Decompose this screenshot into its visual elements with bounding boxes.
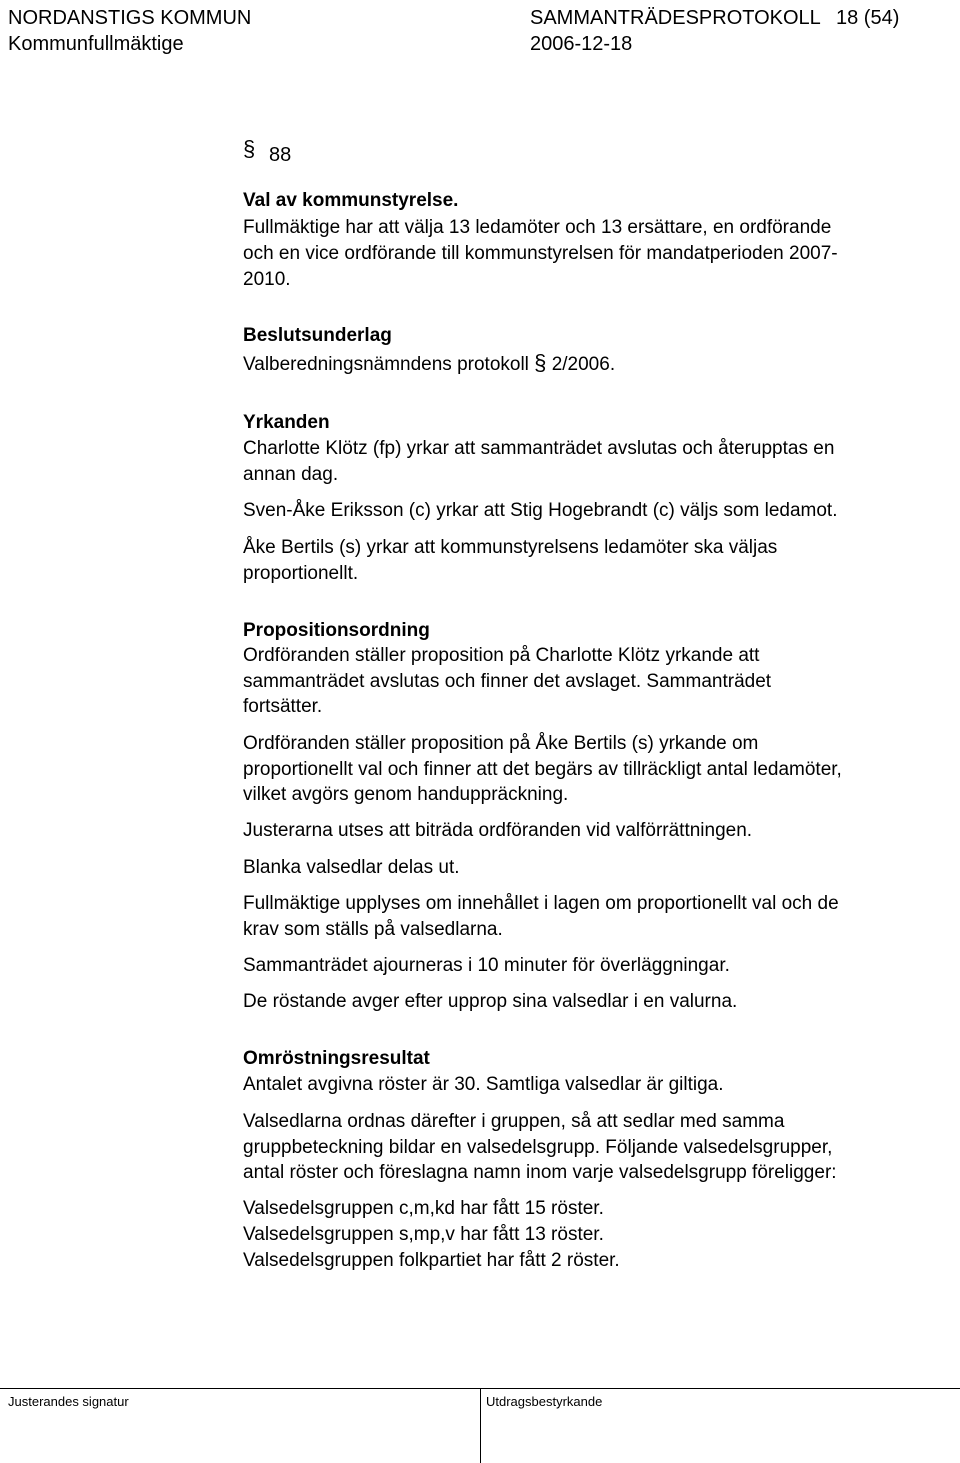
heading-omrostningsresultat: Omröstningsresultat	[243, 1048, 430, 1069]
intro-line: 2010.	[243, 269, 291, 290]
heading-beslutsunderlag: Beslutsunderlag	[243, 325, 392, 346]
header-body: Kommunfullmäktige	[8, 33, 184, 55]
header-page: 18 (54)	[836, 7, 900, 29]
proposition-line: Sammanträdet ajourneras i 10 minuter för överläggningar.	[243, 955, 730, 976]
heading-propositionsordning: Propositionsordning	[243, 620, 430, 641]
footer-signature-label: Justerandes signatur	[8, 1394, 129, 1409]
footer-column-divider	[480, 1388, 481, 1463]
header-doc-type: SAMMANTRÄDESPROTOKOLL	[530, 7, 821, 29]
proposition-line: Ordföranden ställer proposition på Åke Bertils (s) yrkande om	[243, 733, 759, 754]
result-line: Valsedelsgruppen s,mp,v har fått 13 röster.	[243, 1224, 604, 1245]
heading-yrkanden: Yrkanden	[243, 412, 330, 433]
yrkanden-line: Åke Bertils (s) yrkar att kommunstyrelsens ledamöter ska väljas	[243, 537, 778, 558]
yrkanden-line: Charlotte Klötz (fp) yrkar att sammanträdet avslutas och återupptas en	[243, 438, 835, 459]
section-title: Val av kommunstyrelse.	[243, 190, 459, 211]
header-org: NORDANSTIGS KOMMUN	[8, 7, 252, 29]
section-sign-inline: §	[534, 350, 547, 375]
proposition-line: krav som ställs på valsedlarna.	[243, 919, 503, 940]
proposition-line: Blanka valsedlar delas ut.	[243, 857, 460, 878]
proposition-line: proportionellt val och finner att det begärs av tillräckligt antal ledamöter,	[243, 759, 842, 780]
result-line: antal röster och föreslagna namn inom varje valsedelsgrupp föreligger:	[243, 1162, 837, 1183]
yrkanden-line: proportionellt.	[243, 563, 359, 584]
result-line: Antalet avgivna röster är 30. Samtliga valsedlar är giltiga.	[243, 1074, 724, 1095]
footer-certification-label: Utdragsbestyrkande	[486, 1394, 603, 1409]
proposition-line: De röstande avger efter upprop sina valsedlar i en valurna.	[243, 991, 738, 1012]
result-line: Valsedlarna ordnas därefter i gruppen, så att sedlar med samma	[243, 1111, 785, 1132]
intro-line: och en vice ordförande till kommunstyrelsen för mandatperioden 2007-	[243, 243, 838, 264]
section-number: 88	[269, 144, 292, 166]
proposition-line: vilket avgörs genom handuppräckning.	[243, 784, 569, 805]
beslutsunderlag-text-before: Valberedningsnämndens protokoll	[243, 354, 535, 375]
beslutsunderlag-text	[243, 350, 615, 377]
result-line: Valsedelsgruppen folkpartiet har fått 2 röster.	[243, 1250, 620, 1271]
beslutsunderlag-text-after: 2/2006.	[546, 354, 616, 375]
intro-line: Fullmäktige har att välja 13 ledamöter och 13 ersättare, en ordförande	[243, 217, 832, 238]
yrkanden-line: Sven-Åke Eriksson (c) yrkar att Stig Hogebrandt (c) väljs som ledamot.	[243, 500, 838, 521]
result-line: gruppbeteckning bildar en valsedelsgrupp. Följande valsedelsgrupper,	[243, 1137, 833, 1158]
yrkanden-line: annan dag.	[243, 464, 339, 485]
proposition-line: Fullmäktige upplyses om innehållet i lagen om proportionellt val och de	[243, 893, 839, 914]
proposition-line: Ordföranden ställer proposition på Charlotte Klötz yrkande att	[243, 645, 760, 666]
proposition-line: Justerarna utses att biträda ordföranden vid valförrättningen.	[243, 820, 753, 841]
proposition-line: fortsätter.	[243, 696, 323, 717]
result-line: Valsedelsgruppen c,m,kd har fått 15 röster.	[243, 1198, 604, 1219]
proposition-line: sammanträdet avslutas och finner det avslaget. Sammanträdet	[243, 671, 772, 692]
header-date: 2006-12-18	[530, 33, 633, 55]
section-sign: §	[243, 136, 256, 161]
